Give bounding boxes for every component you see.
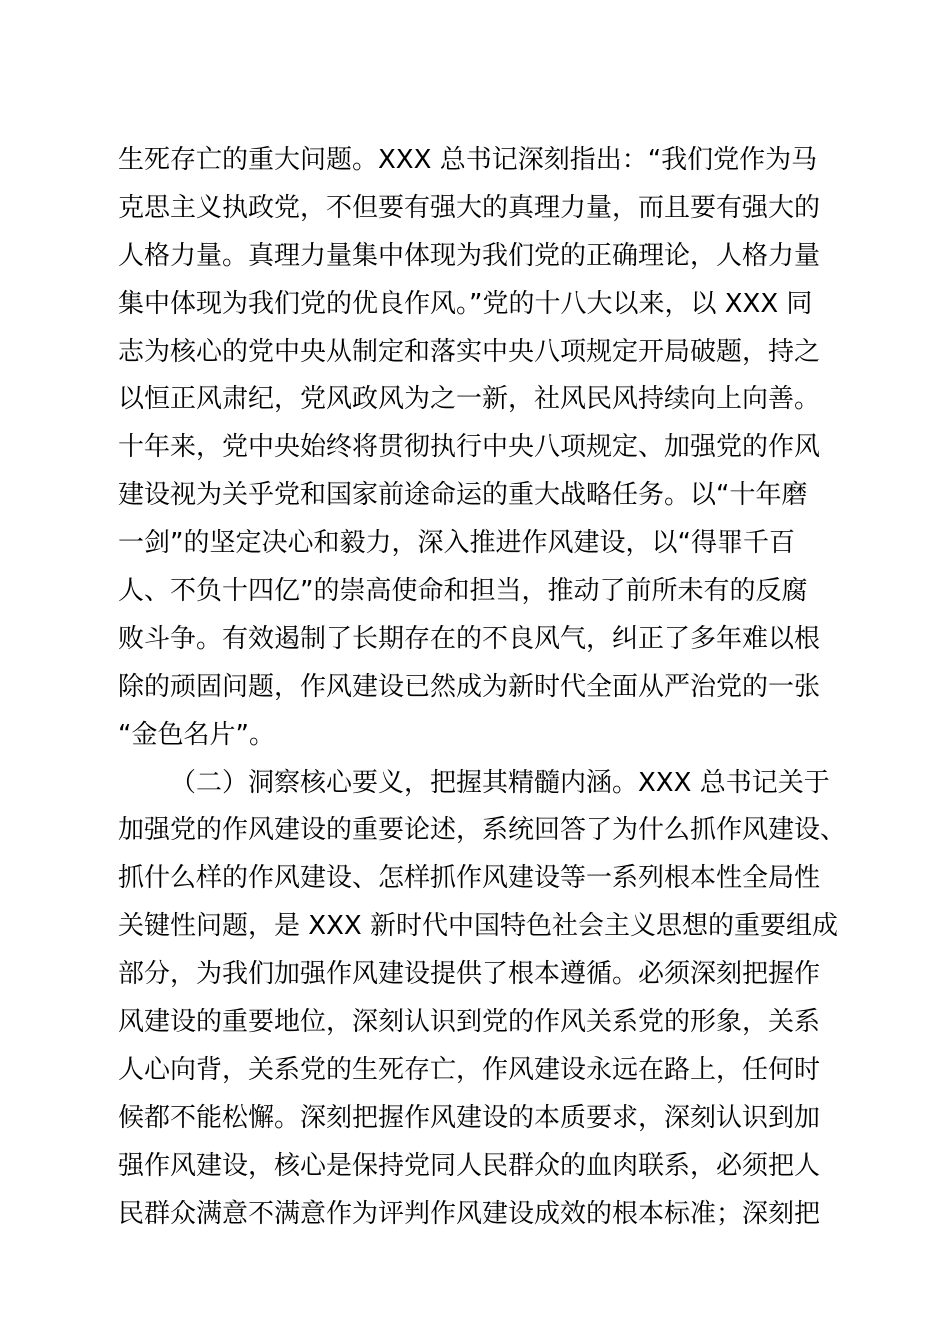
text-line: 集中体现为我们党的优良作风。”党的十八大以来，以 XXX 同 — [118, 288, 813, 319]
text-line: 部分，为我们加强作风建设提供了根本遵循。必须深刻把握作 — [118, 959, 821, 990]
text-line: 强作风建设，核心是保持党同人民群众的血肉联系，必须把人 — [118, 1150, 821, 1181]
text-line: 克思主义执政党，不但要有强大的真理力量，而且要有强大的 — [118, 192, 821, 223]
text-line: 抓什么样的作风建设、怎样抓作风建设等一系列根本性全局性 — [118, 863, 821, 894]
text-line: “金色名片”。 — [118, 719, 275, 750]
text-line: 生死存亡的重大问题。XXX 总书记深刻指出：“我们党作为马 — [118, 145, 818, 175]
text-line: 败斗争。有效遏制了长期存在的不良风气，纠正了多年难以根 — [118, 623, 821, 654]
section-heading-line: （二）洞察核心要义，把握其精髓内涵。XXX 总书记关于 — [170, 767, 830, 798]
text-line: 建设视为关乎党和国家前途命运的重大战略任务。以“十年磨 — [118, 480, 808, 511]
text-line: 十年来，党中央始终将贯彻执行中央八项规定、加强党的作风 — [118, 432, 821, 463]
text-line: 民群众满意不满意作为评判作风建设成效的根本标准；深刻把 — [118, 1198, 821, 1229]
text-line: 除的顽固问题，作风建设已然成为新时代全面从严治党的一张 — [118, 671, 821, 702]
text-line: 关键性问题，是 XXX 新时代中国特色社会主义思想的重要组成 — [118, 911, 838, 942]
text-line: 候都不能松懈。深刻把握作风建设的本质要求，深刻认识到加 — [118, 1102, 821, 1133]
text-line: 志为核心的党中央从制定和落实中央八项规定开局破题，持之 — [118, 336, 821, 367]
text-line: 以恒正风肃纪，党风政风为之一新，社风民风持续向上向善。 — [118, 384, 821, 415]
text-line: 一剑”的坚定决心和毅力，深入推进作风建设，以“得罪千百 — [118, 528, 795, 559]
text-line: 人、不负十四亿”的崇高使命和担当，推动了前所未有的反腐 — [118, 576, 808, 607]
text-line: 人格力量。真理力量集中体现为我们党的正确理论，人格力量 — [118, 240, 821, 271]
text-line: 人心向背，关系党的生死存亡，作风建设永远在路上，任何时 — [118, 1054, 821, 1085]
text-line: 加强党的作风建设的重要论述，系统回答了为什么抓作风建设、 — [118, 815, 847, 846]
text-line: 风建设的重要地位，深刻认识到党的作风关系党的形象，关系 — [118, 1007, 821, 1038]
body-text — [118, 137, 847, 1238]
